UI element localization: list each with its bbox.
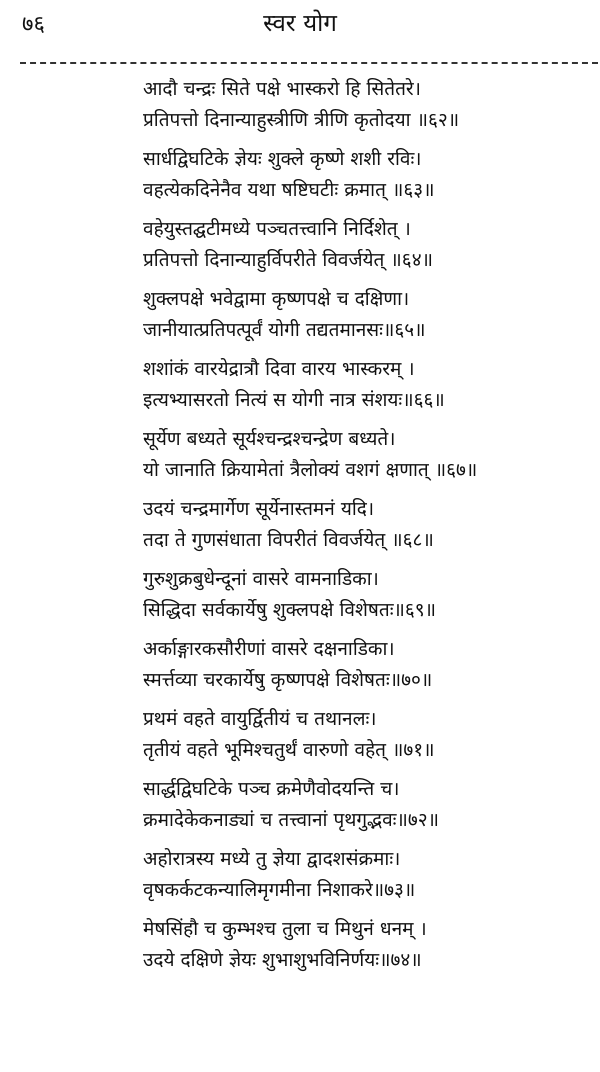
verse-line: सार्धद्विघटिके ज्ञेयः शुक्ले कृष्णे शशी रविः।	[143, 148, 422, 170]
verse-line: गुरुशुक्रबुधेन्दूनां वासरे वामनाडिका।	[143, 568, 379, 590]
verse	[143, 494, 598, 556]
verse	[143, 634, 598, 696]
verse-line: आदौ चन्द्रः सिते पक्षे भास्करो हि सितेतरे।	[143, 78, 421, 100]
verse-line: तदा ते गुणसंधाता विपरीतं विवर्जयेत् ॥६८॥	[143, 529, 434, 551]
verse-line: वहेयुस्तद्घटीमध्ये पञ्चतत्त्वानि निर्दिशेत् ।	[143, 218, 411, 240]
verse-line: यो जानाति क्रियामेतां त्रैलोक्यं वशगं क्षणात् ॥६७॥	[143, 459, 478, 481]
verse	[143, 774, 598, 836]
verse-line: अहोरात्रस्य मध्ये तु ज्ञेया द्वादशसंक्रमाः।	[143, 848, 401, 870]
verse	[143, 564, 598, 626]
verse	[143, 74, 598, 136]
verse	[143, 354, 598, 416]
page-title: स्वर योग	[263, 9, 337, 37]
page-header	[0, 6, 600, 40]
verse-line: मेषसिंहौ च कुम्भश्च तुला च मिथुनं धनम् ।	[143, 918, 427, 940]
verse-line: उदये दक्षिणे ज्ञेयः शुभाशुभविनिर्णयः॥७४॥	[143, 949, 422, 971]
verse-line: स्मर्त्तव्या चरकार्येषु कृष्णपक्षे विशेषतः॥७०॥	[143, 669, 433, 691]
verse-line: सूर्येण बध्यते सूर्यश्चन्द्रश्चन्द्रेण बध्यते।	[143, 428, 396, 450]
verse-line: शुक्लपक्षे भवेद्वामा कृष्णपक्षे च दक्षिणा।	[143, 288, 410, 310]
verse-line: सिद्धिदा सर्वकार्येषु शुक्लपक्षे विशेषतः॥६९॥	[143, 599, 437, 621]
verse	[143, 144, 598, 206]
verse	[143, 424, 598, 486]
verse-line: उदयं चन्द्रमार्गेण सूर्येनास्तमनं यदि।	[143, 498, 375, 520]
verse-line: प्रतिपत्तो दिनान्याहुस्त्रीणि त्रीणि कृतोदया ॥६२॥	[143, 109, 460, 131]
page-number: ७६	[22, 12, 45, 37]
verse-line: प्रतिपत्तो दिनान्याहुर्विपरीते विवर्जयेत् ॥६४॥	[143, 249, 433, 271]
verse-line: प्रथमं वहते वायुर्द्वितीयं च तथानलः।	[143, 708, 377, 730]
verse	[143, 704, 598, 766]
verse	[143, 914, 598, 976]
verse-line: वृषकर्कटकन्यालिमृगमीना निशाकरे॥७३॥	[143, 879, 416, 901]
verse-line: क्रमादेकेकनाड्यां च तत्त्वानां पृथगुद्भवः॥७२॥	[143, 809, 440, 831]
verse	[143, 284, 598, 346]
verse-line: तृतीयं वहते भूमिश्चतुर्थं वारुणो वहेत् ॥७१॥	[143, 739, 435, 761]
verse	[143, 844, 598, 906]
verse-line: सार्द्धद्विघटिके पञ्च क्रमेणैवोदयन्ति च।	[143, 778, 400, 800]
verse-line: अर्काङ्गारकसौरीणां वासरे दक्षनाडिका।	[143, 638, 395, 660]
verse-line: शशांकं वारयेद्रात्रौ दिवा वारय भास्करम् ।	[143, 358, 415, 380]
verse-text-block	[143, 74, 598, 984]
dashed-divider	[20, 62, 598, 64]
verse-line: वहत्येकदिनेनैव यथा षष्टिघटीः क्रमात् ॥६३॥	[143, 179, 435, 201]
verse-line: इत्यभ्यासरतो नित्यं स योगी नात्र संशयः॥६६॥	[143, 389, 445, 411]
verse	[143, 214, 598, 276]
verse-line: जानीयात्प्रतिपत्पूर्वं योगी तद्यतमानसः॥६५॥	[143, 319, 426, 341]
